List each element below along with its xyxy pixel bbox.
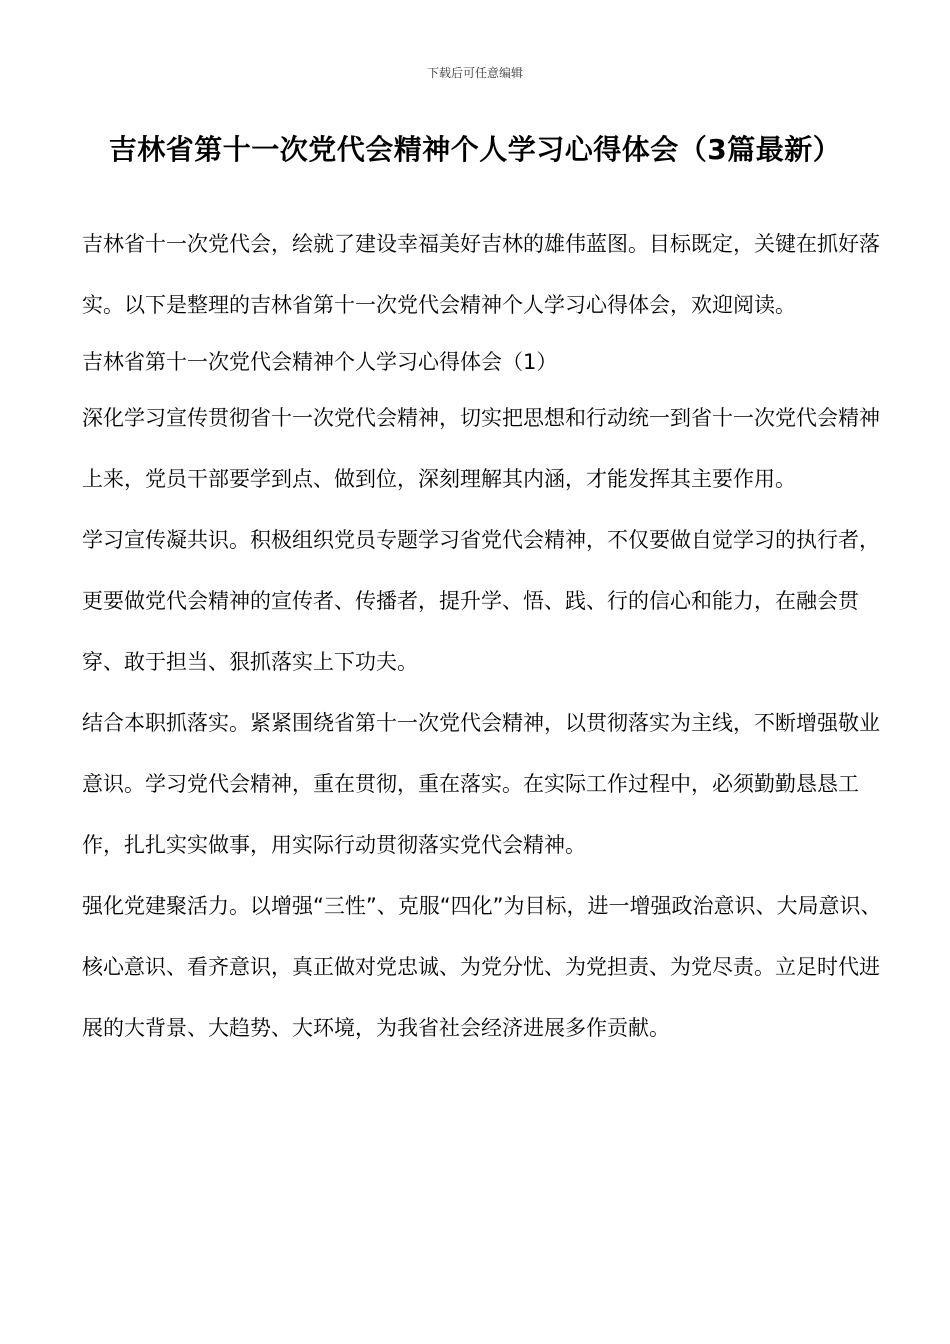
body-paragraph: 学习宣传凝共识。积极组织党员专题学习省党代会精神，不仅要做自觉学习的执行者，更要做党代会精神的宣传者、传播者，提升学、悟、践、行的信心和能力，在融会贯穿、敢于担当、狠抓落实上下功夫。 (82, 528, 880, 674)
document-body (82, 214, 882, 1059)
section-heading-1: 吉林省第十一次党代会精神个人学习心得体会（1） (82, 350, 558, 374)
body-paragraph: 结合本职抓落实。紧紧围绕省第十一次党代会精神，以贯彻落实为主线，不断增强敬业意识。学习党代会精神，重在贯彻，重在落实。在实际工作过程中，必须勤勤恳恳工作，扎扎实实做事，用实际行动贯彻落实党代会精神。 (82, 711, 880, 857)
body-paragraph: 强化党建聚活力。以增强“三性”、克服“四化”为目标，进一增强政治意识、大局意识、核心意识、看齐意识，真正做对党忠诚、为党分忧、为党担责、为党尽责。立足时代进展的大背景、大趋势、大环境，为我省社会经济进展多作贡献。 (82, 894, 882, 1040)
document-title: 吉林省第十一次党代会精神个人学习心得体会（3篇最新） (108, 133, 842, 166)
body-paragraph: 深化学习宣传贯彻省十一次党代会精神，切实把思想和行动统一到省十一次党代会精神上来，党员干部要学到点、做到位，深刻理解其内涵，才能发挥其主要作用。 (82, 406, 880, 491)
intro-paragraph: 吉林省十一次党代会，绘就了建设幸福美好吉林的雄伟蓝图。目标既定，关键在抓好落实。以下是整理的吉林省第十一次党代会精神个人学习心得体会，欢迎阅读。 (82, 232, 880, 317)
header-note: 下载后可任意编辑 (426, 66, 523, 80)
